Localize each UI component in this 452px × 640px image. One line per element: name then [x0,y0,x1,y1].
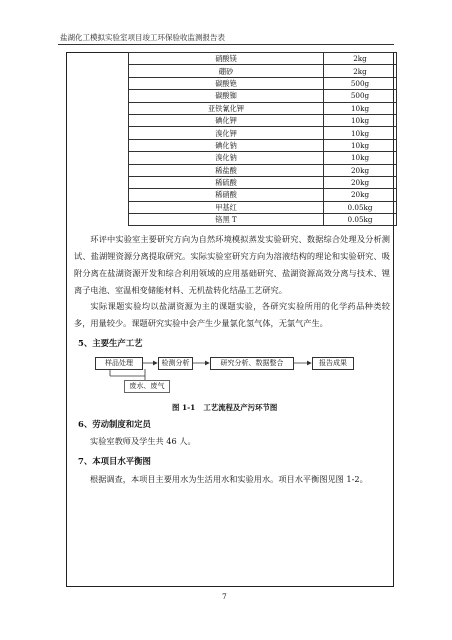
material-name-cell: 亚铁氰化钾 [129,102,324,114]
section-7-heading: 7、本项目水平衡图 [78,456,151,466]
material-name-cell: 稀硫酸 [129,176,324,188]
running-header: 盐湖化工模拟实验室项目竣工环保验收监测报告表 [60,33,225,42]
paragraph-1: 环评中实验室主要研究方向为自然环境模拟蒸发实验研究、数据综合处理及分析测试、盐湖锂资源分离提取研究。实际实验室研究方向为溶液结构的理论和实验研究、吸附分离在盐湖资源开发和综合利用领域的应用基础研究、盐湖资源高效分离与技术、锂离子电池、室温相变储能材料、无机盐转化结晶工艺研究。 [74,234,390,295]
material-qty-cell: 20kg [324,164,397,176]
figure-number: 图 1-1 [172,403,196,412]
material-name-cell: 碳酸铷 [129,90,324,102]
material-name-cell: 溴化钠 [129,152,324,164]
material-name-cell: 稀硝酸 [129,189,324,201]
page-number: 7 [222,592,227,601]
material-name-cell: 硝酸镁 [129,53,324,65]
material-qty-cell: 20kg [324,189,397,201]
material-name-cell: 碘化钾 [129,114,324,126]
material-qty-cell: 2kg [324,65,397,77]
material-name-cell: 甲基红 [129,201,324,213]
material-qty-cell: 2kg [324,53,397,65]
material-name-cell: 溴化钾 [129,127,324,139]
material-name-cell: 碳酸铯 [129,77,324,89]
figure-caption [172,402,277,413]
flow-box-waste: 废水、废气 [124,380,170,393]
flow-box-detection-analysis: 检测分析 [158,357,193,370]
material-name-cell: 硼砂 [129,65,324,77]
flow-box-sample-processing: 样品处理 [95,357,143,370]
water-balance-text: 根据调查，本项目主要用水为生活用水和实验用水。项目水平衡图见图 1-2。 [90,474,368,484]
flow-box-report: 报告成果 [312,357,354,370]
material-qty-cell: 500g [324,77,397,89]
section-5-heading: 5、主要生产工艺 [78,338,143,348]
material-qty-cell: 0.05kg [324,214,397,226]
paragraph-2: 实际课题实验均以盐湖资源为主的课题实验，各研究实验所用的化学药品种类较多，用量较少。课题研究实验中会产生少量氯化氢气体，无氯气产生。 [74,301,390,328]
material-name-cell: 铬黑 T [129,214,324,226]
material-qty-cell: 500g [324,90,397,102]
material-qty-cell: 20kg [324,176,397,188]
material-qty-cell: 10kg [324,152,397,164]
material-qty-cell: 10kg [324,102,397,114]
material-name-cell: 稀盐酸 [129,164,324,176]
material-qty-cell: 10kg [324,127,397,139]
section-6-heading: 6、劳动制度和定员 [78,419,151,429]
material-qty-cell: 10kg [324,139,397,151]
staff-count-text: 实验室教师及学生共 46 人。 [90,436,196,446]
flow-box-research-data: 研究分析、数据整合 [210,357,294,370]
material-qty-cell: 0.05kg [324,201,397,213]
figure-title: 工艺流程及产污环节图 [203,403,278,412]
material-qty-cell: 10kg [324,114,397,126]
material-name-cell: 碘化钠 [129,139,324,151]
